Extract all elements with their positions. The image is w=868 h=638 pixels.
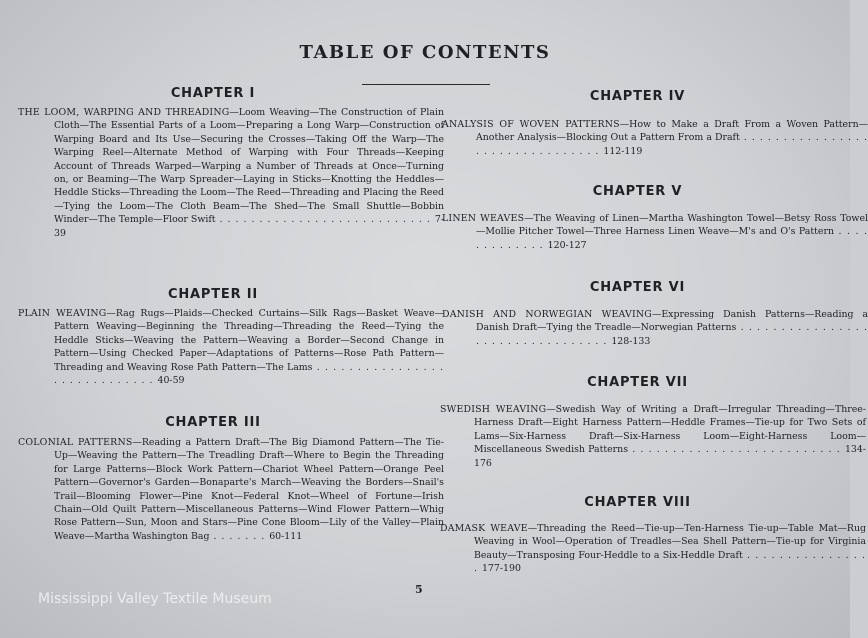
- chapter-5-contents: —The Weaving of Linen—Martha Washington Towel—Betsy Ross Towel—Mollie Pitcher Towel—Three Harness Linen Weave—M's and O's Pattern: [476, 213, 868, 238]
- chapter-4-pages: 112-119: [603, 145, 643, 157]
- chapter-4-heading: CHAPTER IV: [589, 89, 686, 104]
- chapter-6-contents: —Expressing Danish Patterns—Reading a Danish Draft—Tying the Treadle—Norwegian Patterns: [476, 309, 868, 334]
- chapter-6-topic: DANISH AND NORWEGIAN WEAVING: [442, 309, 652, 320]
- chapter-6-heading: CHAPTER VI: [589, 280, 686, 295]
- chapter-3-pages: 60-111: [269, 530, 303, 542]
- chapter-6-pages: 128-133: [611, 335, 651, 347]
- chapter-1-topic: THE LOOM, WARPING AND THREADING: [18, 107, 230, 118]
- page-number: 5: [415, 583, 423, 596]
- chapter-5-topic: LINEN WEAVES: [442, 213, 525, 224]
- chapter-6-entry: DANISH AND NORWEGIAN WEAVING—Expressing Danish Patterns—Reading a Danish Draft—Tying the Treadle—Norwegian Patterns . . . . . . . . . . . . . . . . . . . . . . . . . . . . . . . . . 128-133: [442, 309, 868, 347]
- chapter-2-entry: PLAIN WEAVING—Rag Rugs—Plaids—Checked Curtains—Silk Rags—Basket Weave—Pattern Weaving—Beginning the Threading—Threading the Reed—Tying the Heddle Sticks—Weaving the Pattern—Weaving a Border—Second Change in Pattern—Using Checked Paper—Adaptations of Patterns—Rose Path Pattern—Threading and Weaving Rose Path Pattern—The Lams . . . . . . . . . . . . . . . . . . . . . . . . . . . . . 40-59: [18, 308, 444, 387]
- chapter-1-entry: THE LOOM, WARPING AND THREADING—Loom Weaving—The Construction of Plain Cloth—The Essential Parts of a Loom—Preparing a Long Warp—Construction of Warping Board and Its Use—Securing the Crosses—Taking Off the Warp—The Warping Reel—Alternate Method of Warping with Four Threads—Keeping Account of Threads Warped—Warping a Number of Threads at Once—Turning on, or Beaming—The Warp Spreader—Laying in Sticks—Knotting the Heddles—Heddle Sticks—Threading the Loom—The Reed—Threading and Placing the Reed—Tying the Loom—The Cloth Beam—The Shed—The Small Shuttle—Bobbin Winder—The Temple—Floor Swift . . . . . . . . . . . . . . . . . . . . . . . . . . . 7-39: [18, 107, 445, 239]
- chapter-7-heading: CHAPTER VII: [587, 375, 688, 390]
- chapter-8-heading: CHAPTER VIII: [584, 495, 691, 510]
- chapter-3-contents: —Reading a Pattern Draft—The Big Diamond Pattern—The Tie-Up—Weaving the Pattern—The Treadling Draft—Where to Begin the Threading for Large Patterns—Block Work Pattern—Chariot Wheel Pattern—Orange Peel Pattern—Governor's Garden—Bonaparte's March—Weaving the Borders—Snail's Trail—Blooming Flower—Pine Knot—Federal Knot—Wheel of Fortune—Irish Chain—Old Quilt Pattern—Miscellaneous Patterns—Wind Flower Pattern—Whig Rose Pattern—Sun, Moon and Stars—Pine Cone Bloom—Lily of the Valley—Plain Weave—Martha Washington Bag: [54, 437, 444, 542]
- chapter-4-topic: ANALYSIS OF WOVEN PATTERNS: [442, 119, 620, 130]
- chapter-2-topic: PLAIN WEAVING: [18, 308, 107, 319]
- chapter-4-contents: —How to Make a Draft From a Woven Pattern—Another Analysis—Blocking Out a Pattern From a Draft: [476, 119, 868, 144]
- chapter-7-topic: SWEDISH WEAVING: [440, 404, 547, 415]
- chapter-1-contents: —Loom Weaving—The Construction of Plain Cloth—The Essential Parts of a Loom—Preparing a Long Warp—Construction of Warping Board and Its Use—Securing the Crosses—Taking Off the Warp—The Warping Reel—Alternate Method of Warping with Four Threads—Keeping Account of Threads Warped—Warping a Number of Threads at Once—Turning on, or Beaming—The Warp Spreader—Laying in Sticks—Knotting the Heddles—Heddle Sticks—Threading the Loom—The Reed—Threading and Placing the Reed—Tying the Loom—The Cloth Beam—The Shed—The Small Shuttle—Bobbin Winder—The Temple—Floor Swift: [54, 107, 444, 226]
- page-title: TABLE OF CONTENTS: [299, 42, 551, 63]
- chapter-2-contents: —Rag Rugs—Plaids—Checked Curtains—Silk Rags—Basket Weave—Pattern Weaving—Beginning the Threading—Threading the Reed—Tying the Heddle Sticks—Weaving the Pattern—Weaving a Border—Second Change in Pattern—Using Checked Paper—Adaptations of Patterns—Rose Path Pattern—Threading and Weaving Rose Path Pattern—The Lams: [54, 308, 444, 373]
- chapter-7-contents: —Swedish Way of Writing a Draft—Irregular Threading—Three-Harness Draft—Eight Harness Pattern—Heddle Frames—Tie-up for Two Sets of Lams—Six-Harness Draft—Six-Harness Loom—Eight-Harness Loom—Miscellaneous Swedish Patterns: [474, 404, 867, 456]
- chapter-3-heading: CHAPTER III: [165, 415, 261, 430]
- chapter-1-heading: CHAPTER I: [170, 86, 256, 101]
- chapter-8-entry: DAMASK WEAVE—Threading the Reed—Tie-up—Ten-Harness Tie-up—Table Mat—Rug Weaving in Wool—Operation of Treadles—Sea Shell Pattern—Tie-up for Virginia Beauty—Transposing Four-Heddle to a Six-Heddle Draft . . . . . . . . . . . . . . . . 177-190: [440, 523, 867, 575]
- museum-watermark: Mississippi Valley Textile Museum: [38, 591, 272, 607]
- chapter-3-topic: COLONIAL PATTERNS: [18, 437, 133, 448]
- chapter-2-pages: 40-59: [157, 375, 185, 387]
- chapter-3-entry: COLONIAL PATTERNS—Reading a Pattern Draft—The Big Diamond Pattern—The Tie-Up—Weaving the Pattern—The Treadling Draft—Where to Begin the Threading for Large Patterns—Block Work Pattern—Chariot Wheel Pattern—Orange Peel Pattern—Governor's Garden—Bonaparte's March—Weaving the Borders—Snail's Trail—Blooming Flower—Pine Knot—Federal Knot—Wheel of Fortune—Irish Chain—Old Quilt Pattern—Miscellaneous Patterns—Wind Flower Pattern—Whig Rose Pattern—Sun, Moon and Stars—Pine Cone Bloom—Lily of the Valley—Plain Weave—Martha Washington Bag . . . . . . . 60-111: [18, 437, 444, 542]
- chapter-5-pages: 120-127: [547, 239, 587, 251]
- title-divider: [362, 84, 490, 85]
- chapter-8-contents: —Threading the Reed—Tie-up—Ten-Harness Tie-up—Table Mat—Rug Weaving in Wool—Operation of Treadles—Sea Shell Pattern—Tie-up for Virginia Beauty—Transposing Four-Heddle to a Six-Heddle Draft: [474, 523, 867, 561]
- chapter-5-heading: CHAPTER V: [592, 184, 683, 199]
- chapter-5-entry: LINEN WEAVES—The Weaving of Linen—Martha Washington Towel—Betsy Ross Towel—Mollie Pitcher Towel—Three Harness Linen Weave—M's and O's Pattern . . . . . . . . . . . . . 120-127: [442, 213, 868, 251]
- chapter-4-entry: ANALYSIS OF WOVEN PATTERNS—How to Make a Draft From a Woven Pattern—Another Analysis—Blocking Out a Pattern From a Draft . . . . . . . . . . . . . . . . . . . . . . . . . . . . . . . . 112-119: [442, 119, 868, 157]
- chapter-1-pages: 7-39: [54, 214, 445, 239]
- chapter-7-entry: SWEDISH WEAVING—Swedish Way of Writing a Draft—Irregular Threading—Three-Harness Draft—Eight Harness Pattern—Heddle Frames—Tie-up for Two Sets of Lams—Six-Harness Draft—Six-Harness Loom—Eight-Harness Loom—Miscellaneous Swedish Patterns . . . . . . . . . . . . . . . . . . . . . . . . . . 134-176: [440, 404, 867, 469]
- chapter-7-pages: 134-176: [474, 444, 866, 469]
- chapter-2-heading: CHAPTER II: [168, 287, 258, 302]
- chapter-8-topic: DAMASK WEAVE: [440, 523, 528, 534]
- chapter-8-pages: 177-190: [481, 563, 521, 575]
